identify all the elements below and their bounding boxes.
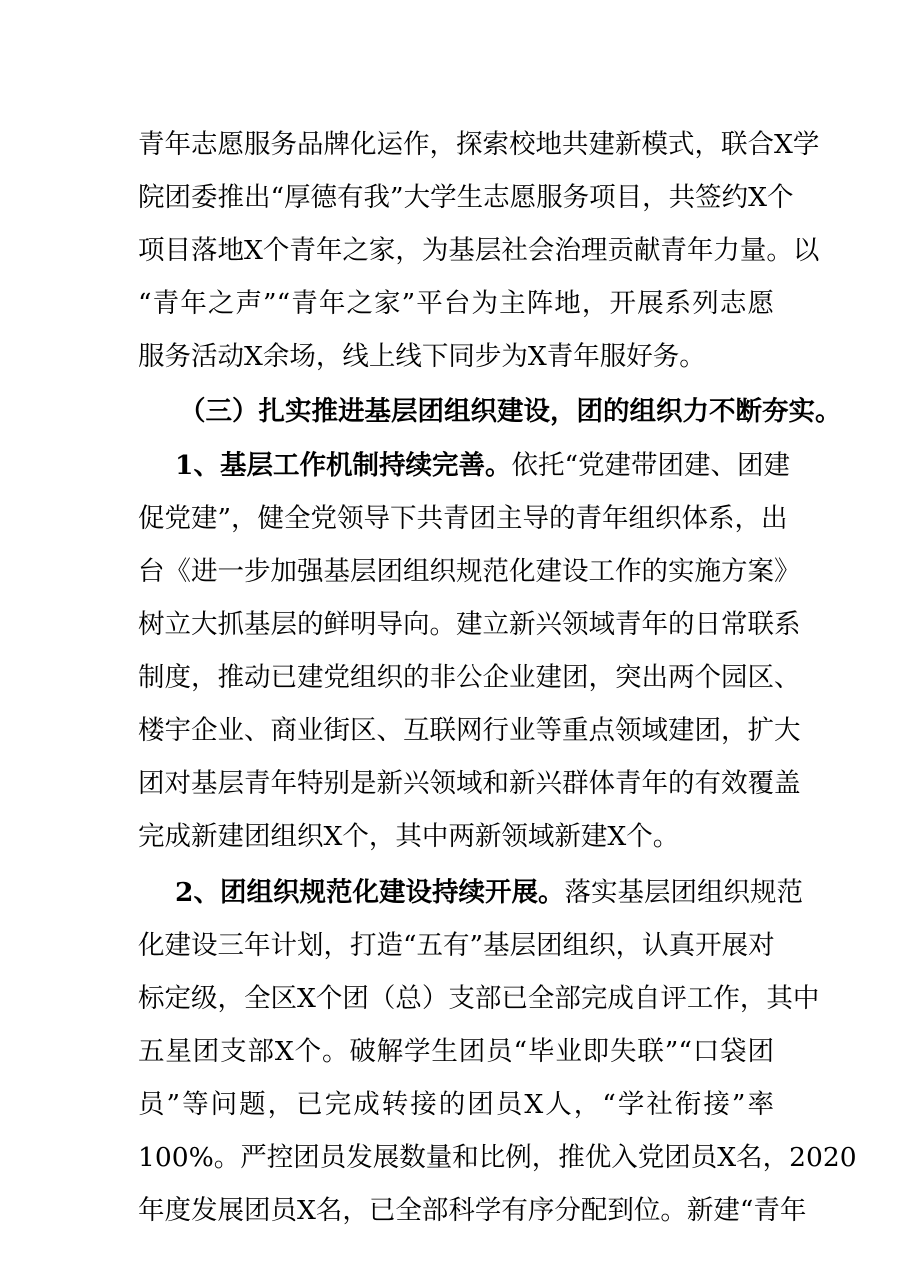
paragraph-line bbox=[175, 873, 803, 913]
paragraph-line: 完成新建团组织X个，其中两新领域新建X个。 bbox=[138, 821, 680, 852]
paragraph-line: 树立大抓基层的鲜明导向。建立新兴领域青年的日常联系 bbox=[138, 609, 801, 640]
paragraph-text: 依托“党建带团建、团建 bbox=[511, 450, 791, 481]
paragraph-line: 标定级，全区X个团（总）支部已全部完成自评工作，其中 bbox=[138, 983, 820, 1014]
paragraph-line bbox=[175, 446, 791, 486]
paragraph-line: 服务活动X余场，线上线下同步为X青年服好务。 bbox=[138, 341, 706, 372]
paragraph-line: 制度，推动已建党组织的非公企业建团，突出两个园区、 bbox=[138, 662, 801, 693]
paragraph-line: 促党建”，健全党领导下共青团主导的青年组织体系，出 bbox=[138, 503, 788, 534]
paragraph-line: 五星团支部X个。破解学生团员“毕业即失联”“口袋团 bbox=[138, 1036, 774, 1067]
paragraph-line: 青年志愿服务品牌化运作，探索校地共建新模式，联合X学 bbox=[138, 129, 820, 160]
paragraph-line: “青年之声”“青年之家”平台为主阵地，开展系列志愿 bbox=[138, 288, 774, 319]
paragraph-line: 100%。严控团员发展数量和比例，推优入党团员X名，2020 bbox=[138, 1142, 857, 1173]
paragraph-line: 年度发展团员X名，已全部科学有序分配到位。新建“青年 bbox=[138, 1195, 807, 1226]
paragraph-line: 楼宇企业、商业街区、互联网行业等重点领域建团，扩大 bbox=[138, 715, 801, 746]
paragraph-line: 院团委推出“厚德有我”大学生志愿服务项目，共签约X个 bbox=[138, 182, 794, 213]
paragraph-line: 项目落地X个青年之家，为基层社会治理贡献青年力量。以 bbox=[138, 235, 820, 266]
paragraph-text: 落实基层团组织规范 bbox=[564, 877, 803, 908]
subsection-title: 2、团组织规范化建设持续开展。 bbox=[175, 877, 565, 908]
paragraph-line: 台《进一步加强基层团组织规范化建设工作的实施方案》 bbox=[138, 556, 801, 587]
section-heading: （三）扎实推进基层团组织建设，团的组织力不断夯实。 bbox=[179, 396, 842, 427]
paragraph-line: 化建设三年计划，打造“五有”基层团组织，认真开展对 bbox=[138, 930, 775, 961]
paragraph-line: 团对基层青年特别是新兴领域和新兴群体青年的有效覆盖 bbox=[138, 768, 801, 799]
paragraph-line: 员”等问题，已完成转接的团员X人，“学社衔接”率 bbox=[138, 1089, 774, 1120]
subsection-title: 1、基层工作机制持续完善。 bbox=[175, 450, 512, 481]
